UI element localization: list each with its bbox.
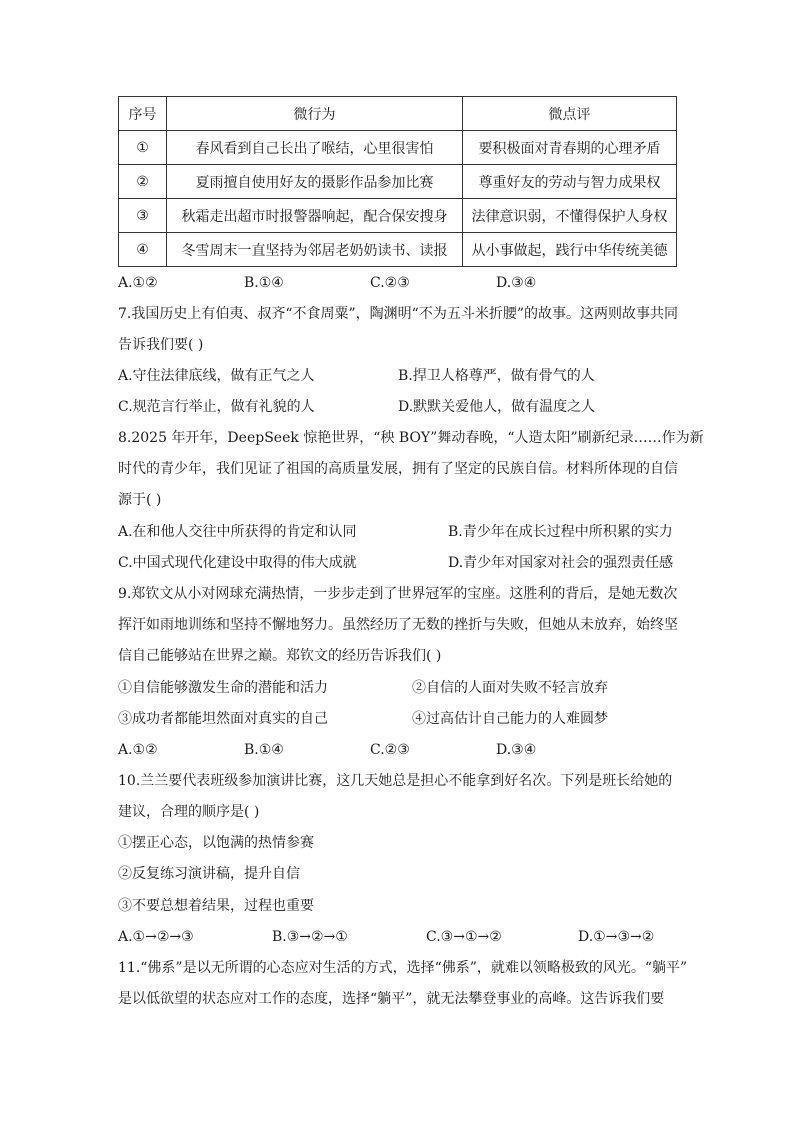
q7-option-b: B.捍卫人格尊严，做有骨气的人 [398,368,595,384]
q9-option-c: C.②③ [370,742,410,758]
table-cell: 要积极面对青春期的心理矛盾 [463,131,677,165]
table-header: 序号 [119,97,167,131]
table-row [119,199,677,233]
q8-option-b: B.青少年在成长过程中所积累的实力 [448,524,673,540]
q7-option-a: A.守住法律底线，做有正气之人 [118,368,315,384]
q9-stem-line: 挥汗如雨地训练和坚持不懈地努力。虽然经历了无数的挫折与失败，但她从未放弃，始终坚 [118,617,678,633]
table-cell: 法律意识弱，不懂得保护人身权 [463,199,677,233]
table-row [119,233,677,267]
table-cell: 春风看到自己长出了喉结，心里很害怕 [167,131,463,165]
q7-stem-line: 告诉我们要( ) [118,337,204,353]
q9-statement: ③成功者都能坦然面对真实的自己 [118,711,328,727]
table-cell: ② [119,165,167,199]
table-row [119,131,677,165]
q9-stem-line: 信自己能够站在世界之巅。郑钦文的经历告诉我们( ) [118,648,442,664]
table-cell: 秋霜走出超市时报警器响起，配合保安搜身 [167,199,463,233]
q9-statement: ②自信的人面对失败不轻言放弃 [412,680,608,696]
behavior-table [118,96,677,267]
q9-option-d: D.③④ [496,742,537,758]
q10-stem-line: 建议，合理的顺序是( ) [118,804,260,820]
table-cell: 从小事做起，践行中华传统美德 [463,233,677,267]
table-cell: 尊重好友的劳动与智力成果权 [463,165,677,199]
q10-stem-line: 10.兰兰要代表班级参加演讲比赛，这几天她总是担心不能拿到好名次。下列是班长给她的 [118,773,673,789]
table-cell: ① [119,131,167,165]
q8-option-a: A.在和他人交往中所获得的肯定和认同 [118,524,357,540]
q10-option-b: B.③→②→① [272,929,348,945]
q7-stem-line: 7.我国历史上有伯夷、叔齐“不食周粟”，陶渊明“不为五斗米折腰”的故事。这两则故事共同 [118,306,678,322]
q10-option-d: D.①→③→② [578,929,655,945]
table-cell: 夏雨擅自使用好友的摄影作品参加比赛 [167,165,463,199]
q10-option-a: A.①→②→③ [118,929,194,945]
q6-option-b: B.①④ [244,275,284,291]
table-header: 微点评 [463,97,677,131]
table-header: 微行为 [167,97,463,131]
q8-option-d: D.青少年对国家对社会的强烈责任感 [448,555,674,571]
q8-stem-line: 8.2025 年开年，DeepSeek 惊艳世界，“秧 BOY”舞动春晚，“人造太阳”刷新纪录……作为新 [118,430,704,446]
q8-stem-line: 时代的青少年，我们见证了祖国的高质量发展，拥有了坚定的民族自信。材料所体现的自信 [118,461,678,477]
q8-option-c: C.中国式现代化建设中取得的伟大成就 [118,555,357,571]
q10-statement: ③不要总想着结果，过程也重要 [118,898,314,914]
q10-statement: ②反复练习演讲稿，提升自信 [118,866,300,882]
q7-option-c: C.规范言行举止，做有礼貌的人 [118,399,315,415]
q11-stem-line: 11.“佛系”是以无所谓的心态应对生活的方式，选择“佛系”，就难以领略极致的风光。“躺平” [118,960,688,976]
table-cell: 冬雪周末一直坚持为邻居老奶奶读书、读报 [167,233,463,267]
table-cell: ④ [119,233,167,267]
q10-option-c: C.③→①→② [426,929,502,945]
table-header-row [119,97,677,131]
q11-stem-line: 是以低欲望的状态应对工作的态度，选择“躺平”，就无法攀登事业的高峰。这告诉我们要 [118,991,665,1007]
q10-statement: ①摆正心态，以饱满的热情参赛 [118,835,314,851]
q9-statement: ①自信能够激发生命的潜能和活力 [118,680,328,696]
table-row [119,165,677,199]
q6-option-c: C.②③ [370,275,410,291]
q7-option-d: D.默默关爱他人，做有温度之人 [398,399,596,415]
q9-option-a: A.①② [118,742,158,758]
q9-stem-line: 9.郑钦文从小对网球充满热情，一步步走到了世界冠军的宝座。这胜利的背后，是她无数次 [118,586,678,602]
q6-option-a: A.①② [118,275,158,291]
q9-statement: ④过高估计自己能力的人难圆梦 [412,711,608,727]
q8-stem-line: 源于( ) [118,492,162,508]
q9-option-b: B.①④ [244,742,284,758]
table-cell: ③ [119,199,167,233]
q6-option-d: D.③④ [496,275,537,291]
